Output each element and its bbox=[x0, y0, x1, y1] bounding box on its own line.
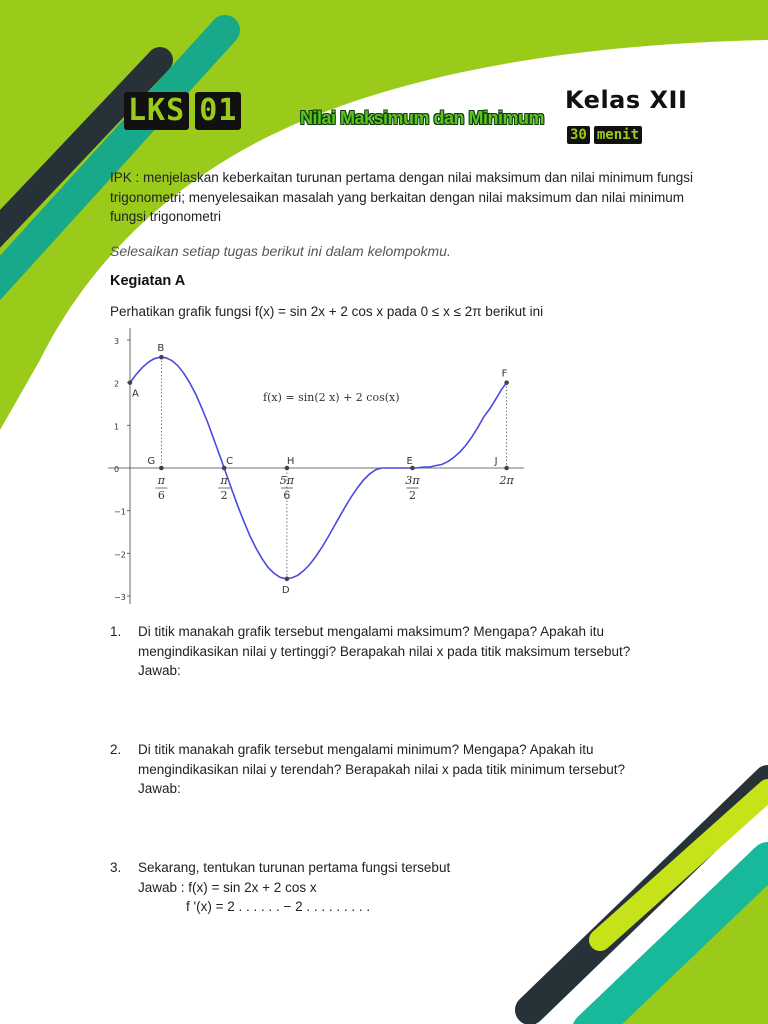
y-tick-label: 0 bbox=[114, 465, 120, 474]
x-tick-denominator: 6 bbox=[283, 489, 291, 502]
point-label: E bbox=[406, 456, 413, 467]
point-a bbox=[128, 380, 133, 385]
answer-label: Jawab: bbox=[138, 663, 181, 678]
y-tick-label: 2 bbox=[114, 379, 120, 389]
answer-line: Jawab : f(x) = sin 2x + 2 cos x bbox=[138, 879, 317, 895]
x-tick-denominator: 2 bbox=[408, 489, 416, 502]
lks-title bbox=[124, 92, 241, 130]
class-label: Kelas XII bbox=[565, 86, 688, 114]
y-tick-label: 1 bbox=[114, 422, 120, 432]
duration-unit: menit bbox=[594, 126, 642, 144]
duration-badge bbox=[567, 126, 642, 144]
x-tick-denominator: 2 bbox=[220, 489, 228, 502]
question-number: 3. bbox=[110, 860, 122, 875]
point-b bbox=[159, 355, 164, 360]
lks-number: 01 bbox=[195, 92, 241, 130]
y-tick-label: −1 bbox=[114, 507, 126, 517]
point-label: J bbox=[494, 456, 498, 467]
point-label: B bbox=[157, 343, 165, 355]
question-line: mengindikasikan nilai y terendah? Berapakah nilai x pada titik minimum tersebut? bbox=[138, 761, 626, 777]
question-line: Di titik manakah grafik tersebut mengalami minimum? Mengapa? Apakah itu bbox=[138, 742, 594, 757]
point-label: C bbox=[226, 456, 234, 467]
x-tick-numerator: π bbox=[220, 474, 228, 487]
question-line: Sekarang, tentukan turunan pertama fungsi tersebut bbox=[138, 860, 451, 875]
point-label: D bbox=[281, 584, 290, 596]
activity-heading: Kegiatan A bbox=[110, 273, 186, 289]
function-graph bbox=[108, 328, 528, 608]
point-g bbox=[159, 466, 164, 471]
x-tick-numerator: π bbox=[157, 474, 166, 487]
point-f bbox=[504, 380, 509, 385]
x-tick-denominator: 6 bbox=[157, 489, 165, 502]
point-label: A bbox=[132, 388, 139, 400]
function-label: f(x) = sin(2 x) + 2 cos(x) bbox=[263, 391, 400, 404]
duration-value: 30 bbox=[567, 126, 590, 144]
graph-prompt: Perhatikan grafik fungsi f(x) = sin 2x + 2 cos x pada 0 ≤ x ≤ 2π berikut ini bbox=[110, 304, 544, 319]
x-tick-numerator: 2π bbox=[499, 474, 514, 487]
point-j bbox=[504, 466, 509, 471]
x-tick-numerator: 3π bbox=[405, 474, 420, 487]
lks-label: LKS bbox=[124, 92, 189, 130]
point-label: F bbox=[501, 368, 508, 380]
ipk-text: IPK : menjelaskan keberkaitan turunan pertama dengan nilai maksimum dan nilai minimum fungsi trigonometri; menyelesaikan masalah yang berkaitan dengan nilai maksimum dan nilai minimum fungsi trigonometri bbox=[110, 170, 694, 224]
instruction-text: Selesaikan setiap tugas berikut ini dalam kelompokmu. bbox=[110, 243, 451, 259]
question-line: mengindikasikan nilai y tertinggi? Berapakah nilai x pada titik maksimum tersebut? bbox=[138, 643, 631, 659]
answer-label: Jawab: bbox=[138, 781, 181, 796]
y-tick-label: −3 bbox=[114, 593, 126, 602]
answer-line: f '(x) = 2 . . . . . . − 2 . . . . . . . . . bbox=[186, 899, 371, 914]
point-label: H bbox=[286, 456, 295, 467]
subject-title: Nilai Maksimum dan Minimum bbox=[300, 108, 545, 128]
y-tick-label: −2 bbox=[114, 550, 126, 560]
x-tick-numerator: 5π bbox=[279, 474, 295, 487]
question-number: 2. bbox=[110, 742, 122, 757]
question-number: 1. bbox=[110, 624, 122, 639]
point-d bbox=[285, 577, 290, 582]
y-tick-label: 3 bbox=[114, 337, 120, 346]
point-label: G bbox=[147, 456, 156, 467]
question-line: Di titik manakah grafik tersebut mengalami maksimum? Mengapa? Apakah itu bbox=[138, 624, 604, 639]
